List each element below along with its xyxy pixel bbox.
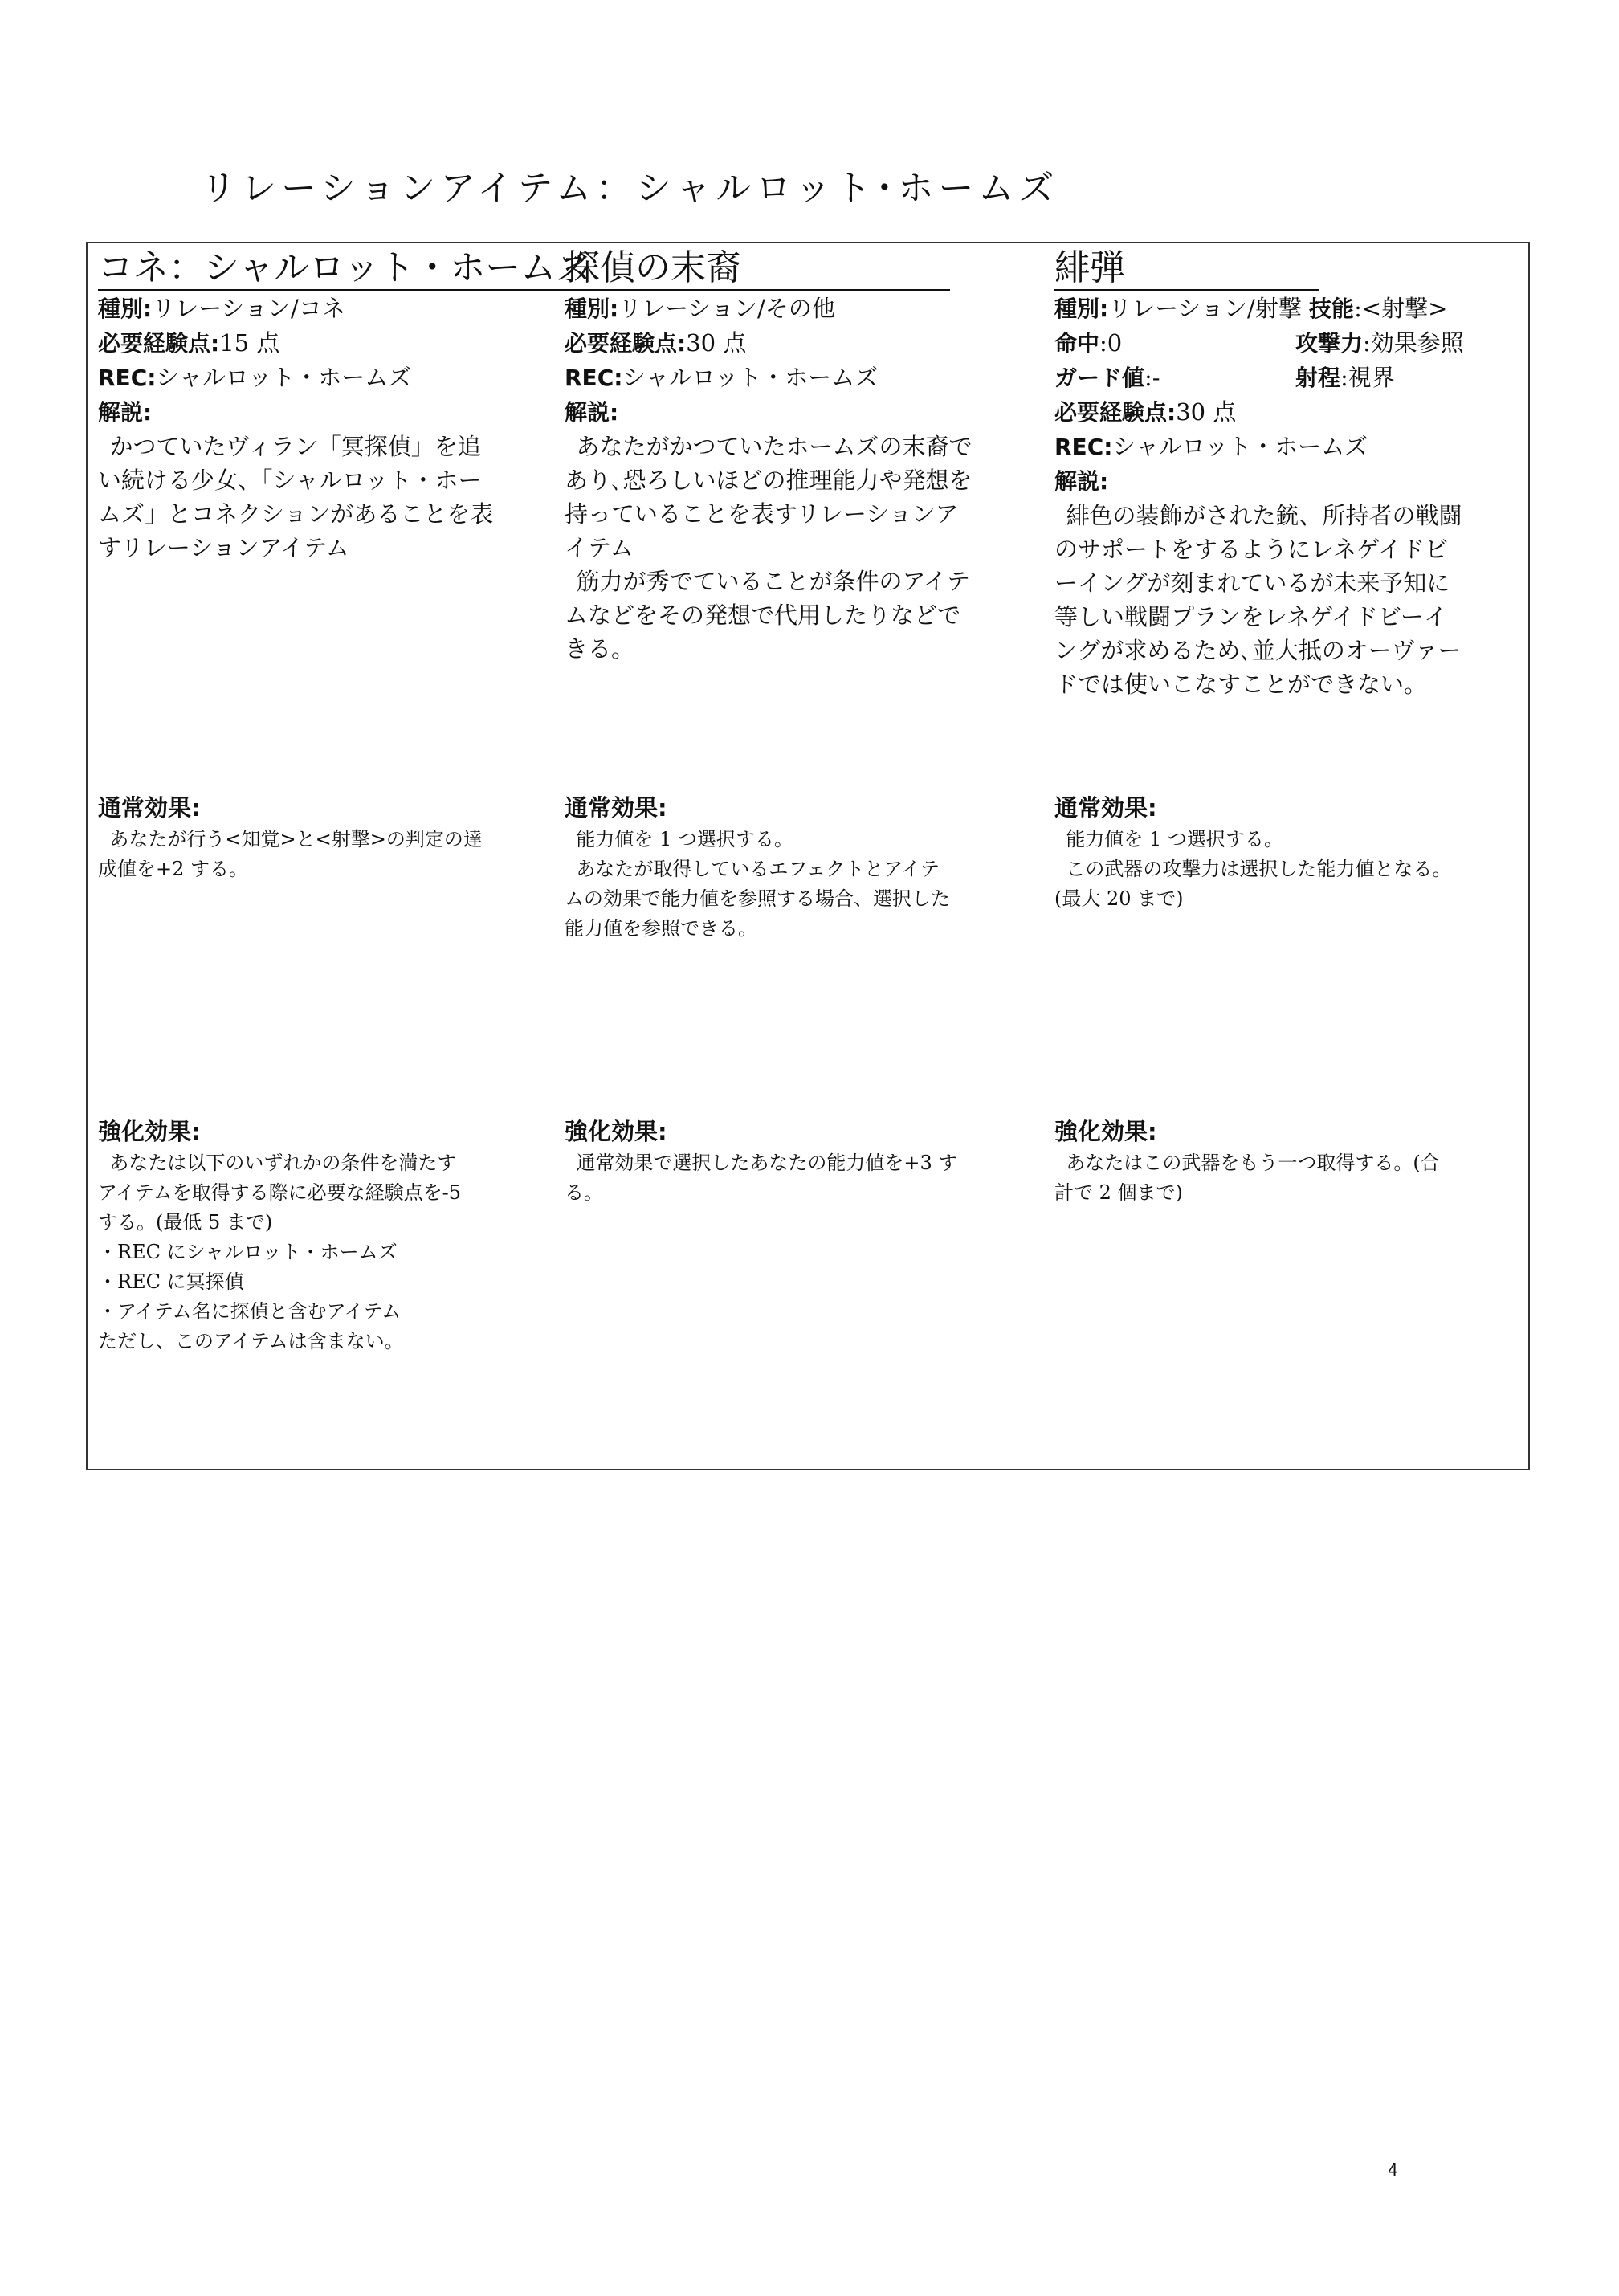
effect-line: (最大 20 まで)	[1054, 887, 1184, 910]
exp-label: 必要経験点:	[98, 330, 220, 357]
type-label: 種別:	[1054, 296, 1109, 322]
desc-line: ーイングが刻まれているが未来予知に	[1054, 569, 1450, 597]
effect-line: 成値を+2 する。	[98, 858, 249, 880]
effect-line: この武器の攻撃力は選択した能力値となる。	[1066, 858, 1452, 880]
enhanced-label: 強化効果:	[565, 1118, 667, 1145]
effect-line: 計で 2 個まで)	[1054, 1181, 1183, 1204]
effect-line: ・REC にシャルロット・ホームズ	[98, 1241, 398, 1263]
normal-label: 通常効果:	[1054, 794, 1157, 822]
range-label: 射程	[1295, 365, 1341, 391]
desc-line: のサポートをするようにレネゲイドビ	[1054, 536, 1449, 563]
effect-line: 能力値を 1 つ選択する。	[576, 828, 793, 850]
desc-label: 解説:	[1054, 468, 1109, 495]
enhanced-effect-2	[565, 1115, 1022, 1208]
effect-line: る。	[565, 1181, 603, 1204]
rec-label: REC:	[1054, 434, 1113, 460]
desc-line: イテム	[565, 534, 634, 561]
desc-line: すリレーションアイテム	[98, 534, 349, 561]
desc-line: い続ける少女、「シャルロット・ホー	[98, 467, 482, 494]
type-value: リレーション/コネ	[152, 295, 345, 322]
item-card-1	[98, 247, 592, 565]
skill-label: 技能	[1309, 296, 1355, 322]
skill-value: :<射撃>	[1354, 295, 1448, 322]
effect-line: 能力値を 1 つ選択する。	[1066, 828, 1283, 850]
desc-label: 解説:	[98, 399, 153, 426]
exp-value: 30 点	[1176, 398, 1237, 426]
effect-line: あなたはこの武器をもう一つ取得する。(合	[1066, 1152, 1440, 1174]
enhanced-label: 強化効果:	[98, 1118, 201, 1145]
exp-value: 30 点	[686, 329, 747, 357]
range-value: :視界	[1340, 364, 1395, 391]
rec-value: シャルロット・ホームズ	[1112, 433, 1368, 460]
item-name: 探偵の末裔	[565, 248, 1022, 288]
effect-line: ・アイテム名に探偵と含むアイテム	[98, 1300, 402, 1323]
page-number: 4	[1388, 2160, 1398, 2180]
type-value: リレーション/その他	[618, 295, 835, 322]
desc-line: ングが求めるため､並大抵のオーヴァー	[1054, 637, 1462, 664]
enhanced-effect-1	[98, 1115, 556, 1356]
effect-line: アイテムを取得する際に必要な経験点を-5	[98, 1181, 462, 1204]
desc-line: あなたがかつていたホームズの末裔で	[576, 433, 973, 460]
effect-line: あなたは以下のいずれかの条件を満たす	[109, 1152, 457, 1174]
attack-value: :効果参照	[1363, 329, 1464, 357]
rec-value: シャルロット・ホームズ	[156, 364, 412, 391]
item-card-3	[1054, 248, 1512, 701]
desc-line: 持っていることを表すリレーションア	[565, 500, 959, 528]
desc-line: 等しい戦闘プランをレネゲイドビーイ	[1054, 603, 1447, 630]
hit-value: :0	[1099, 329, 1123, 357]
normal-effect-3	[1054, 791, 1512, 914]
type-label: 種別:	[98, 296, 153, 322]
desc-line: 筋力が秀でていることが条件のアイテ	[576, 568, 970, 595]
effect-line: する。(最低 5 まで)	[98, 1211, 273, 1234]
desc-label: 解説:	[565, 399, 619, 426]
effect-line: 能力値を参照できる。	[565, 917, 757, 940]
effect-line: あなたが行う<知覚>と<射撃>の判定の達	[109, 828, 483, 850]
normal-effect-2	[565, 791, 1022, 944]
desc-line: あり､恐ろしいほどの推理能力や発想を	[565, 467, 973, 494]
guard-label: ガード値	[1054, 365, 1145, 391]
hit-label: 命中	[1054, 330, 1100, 357]
normal-label: 通常効果:	[98, 794, 201, 822]
desc-line: きる。	[565, 635, 635, 663]
guard-value: :-	[1144, 364, 1160, 391]
item-name: コネ：シャルロット・ホームズ	[98, 248, 556, 288]
type-label: 種別:	[565, 296, 619, 322]
item-name: 緋弾	[1054, 248, 1512, 288]
exp-value: 15 点	[219, 329, 280, 357]
type-value: リレーション/射撃	[1108, 295, 1302, 322]
effect-line: 通常効果で選択したあなたの能力値を+3 す	[576, 1152, 958, 1174]
attack-label: 攻撃力	[1295, 330, 1364, 357]
exp-label: 必要経験点:	[565, 330, 687, 357]
effect-line: ただし、このアイテムは含まない。	[98, 1330, 404, 1352]
enhanced-effect-3	[1054, 1115, 1512, 1208]
normal-effect-1	[98, 791, 556, 884]
desc-line: 緋色の装飾がされた銃、所持者の戦闘	[1066, 502, 1462, 529]
item-card-2	[565, 248, 1022, 666]
normal-label: 通常効果:	[565, 794, 667, 822]
exp-label: 必要経験点:	[1054, 399, 1177, 426]
desc-line: ムなどをその発想で代用したりなどで	[565, 602, 961, 629]
desc-line: ムズ」とコネクションがあることを表	[98, 500, 494, 528]
rec-label: REC:	[565, 365, 623, 391]
page-title: リレーションアイテム：シャルロット･ホームズ	[201, 168, 1059, 209]
effect-line: ・REC に冥探偵	[98, 1270, 244, 1293]
rec-label: REC:	[98, 365, 157, 391]
effect-line: ムの効果で能力値を参照する場合、選択した	[565, 887, 950, 910]
desc-line: ドでは使いこなすことができない。	[1054, 671, 1428, 698]
desc-line: かつていたヴィラン「冥探偵」を追	[109, 433, 481, 460]
rec-value: シャルロット・ホームズ	[622, 364, 879, 391]
enhanced-label: 強化効果:	[1054, 1118, 1157, 1145]
effect-line: あなたが取得しているエフェクトとアイテ	[576, 858, 940, 880]
